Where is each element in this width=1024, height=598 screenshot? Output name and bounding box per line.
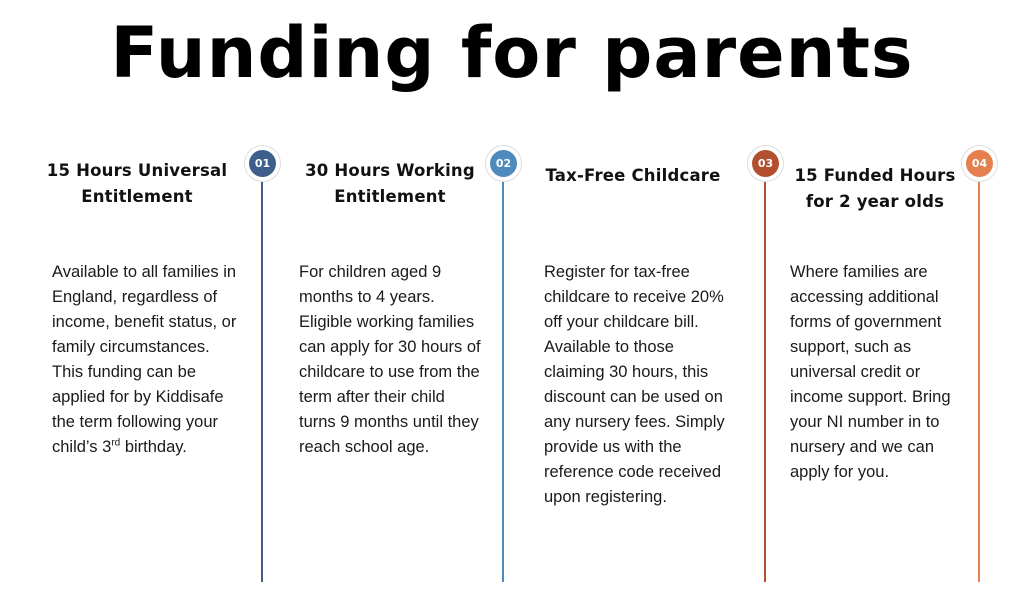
- body-30-hours-working: For children aged 9 months to 4 years. Eligible working families can apply for 30 hours of childcare to use from the term after their child turns 9 months until they reach school age.: [299, 263, 481, 456]
- timeline-line-02: [502, 182, 504, 582]
- step-badge-01: 01: [249, 150, 276, 177]
- ordinal-suffix: rd: [111, 437, 121, 449]
- timeline-line-01: [261, 182, 263, 582]
- body-15-funded-hours-2-year-olds: Where families are accessing additional forms of government support, such as universal credit or income support. Bring your NI number in to nursery and we can apply for you.: [790, 263, 951, 481]
- body-15-hours-universal: [52, 260, 237, 460]
- step-badge-02: 02: [490, 150, 517, 177]
- heading-15-funded-hours-2-year-olds: 15 Funded Hours for 2 year olds: [794, 166, 956, 211]
- page-title: Funding for parents: [110, 12, 914, 94]
- timeline-line-04: [978, 182, 980, 582]
- heading-30-hours-working: 30 Hours Working Entitlement: [305, 161, 475, 206]
- step-badge-04: 04: [966, 150, 993, 177]
- body-text-tail: birthday.: [120, 438, 187, 456]
- timeline-line-03: [764, 182, 766, 582]
- heading-tax-free-childcare: Tax-Free Childcare: [545, 166, 721, 185]
- body-text: Available to all families in England, regardless of income, benefit status, or family circumstances. This funding can be applied for by Kiddisafe the term following your child’s 3: [52, 263, 237, 456]
- heading-15-hours-universal: 15 Hours Universal Entitlement: [46, 161, 228, 206]
- body-tax-free-childcare: Register for tax-free childcare to receive 20% off your childcare bill. Available to those claiming 30 hours, this discount can be used on any nursery fees. Simply provide us with the reference code received upon registering.: [544, 263, 725, 506]
- step-badge-03: 03: [752, 150, 779, 177]
